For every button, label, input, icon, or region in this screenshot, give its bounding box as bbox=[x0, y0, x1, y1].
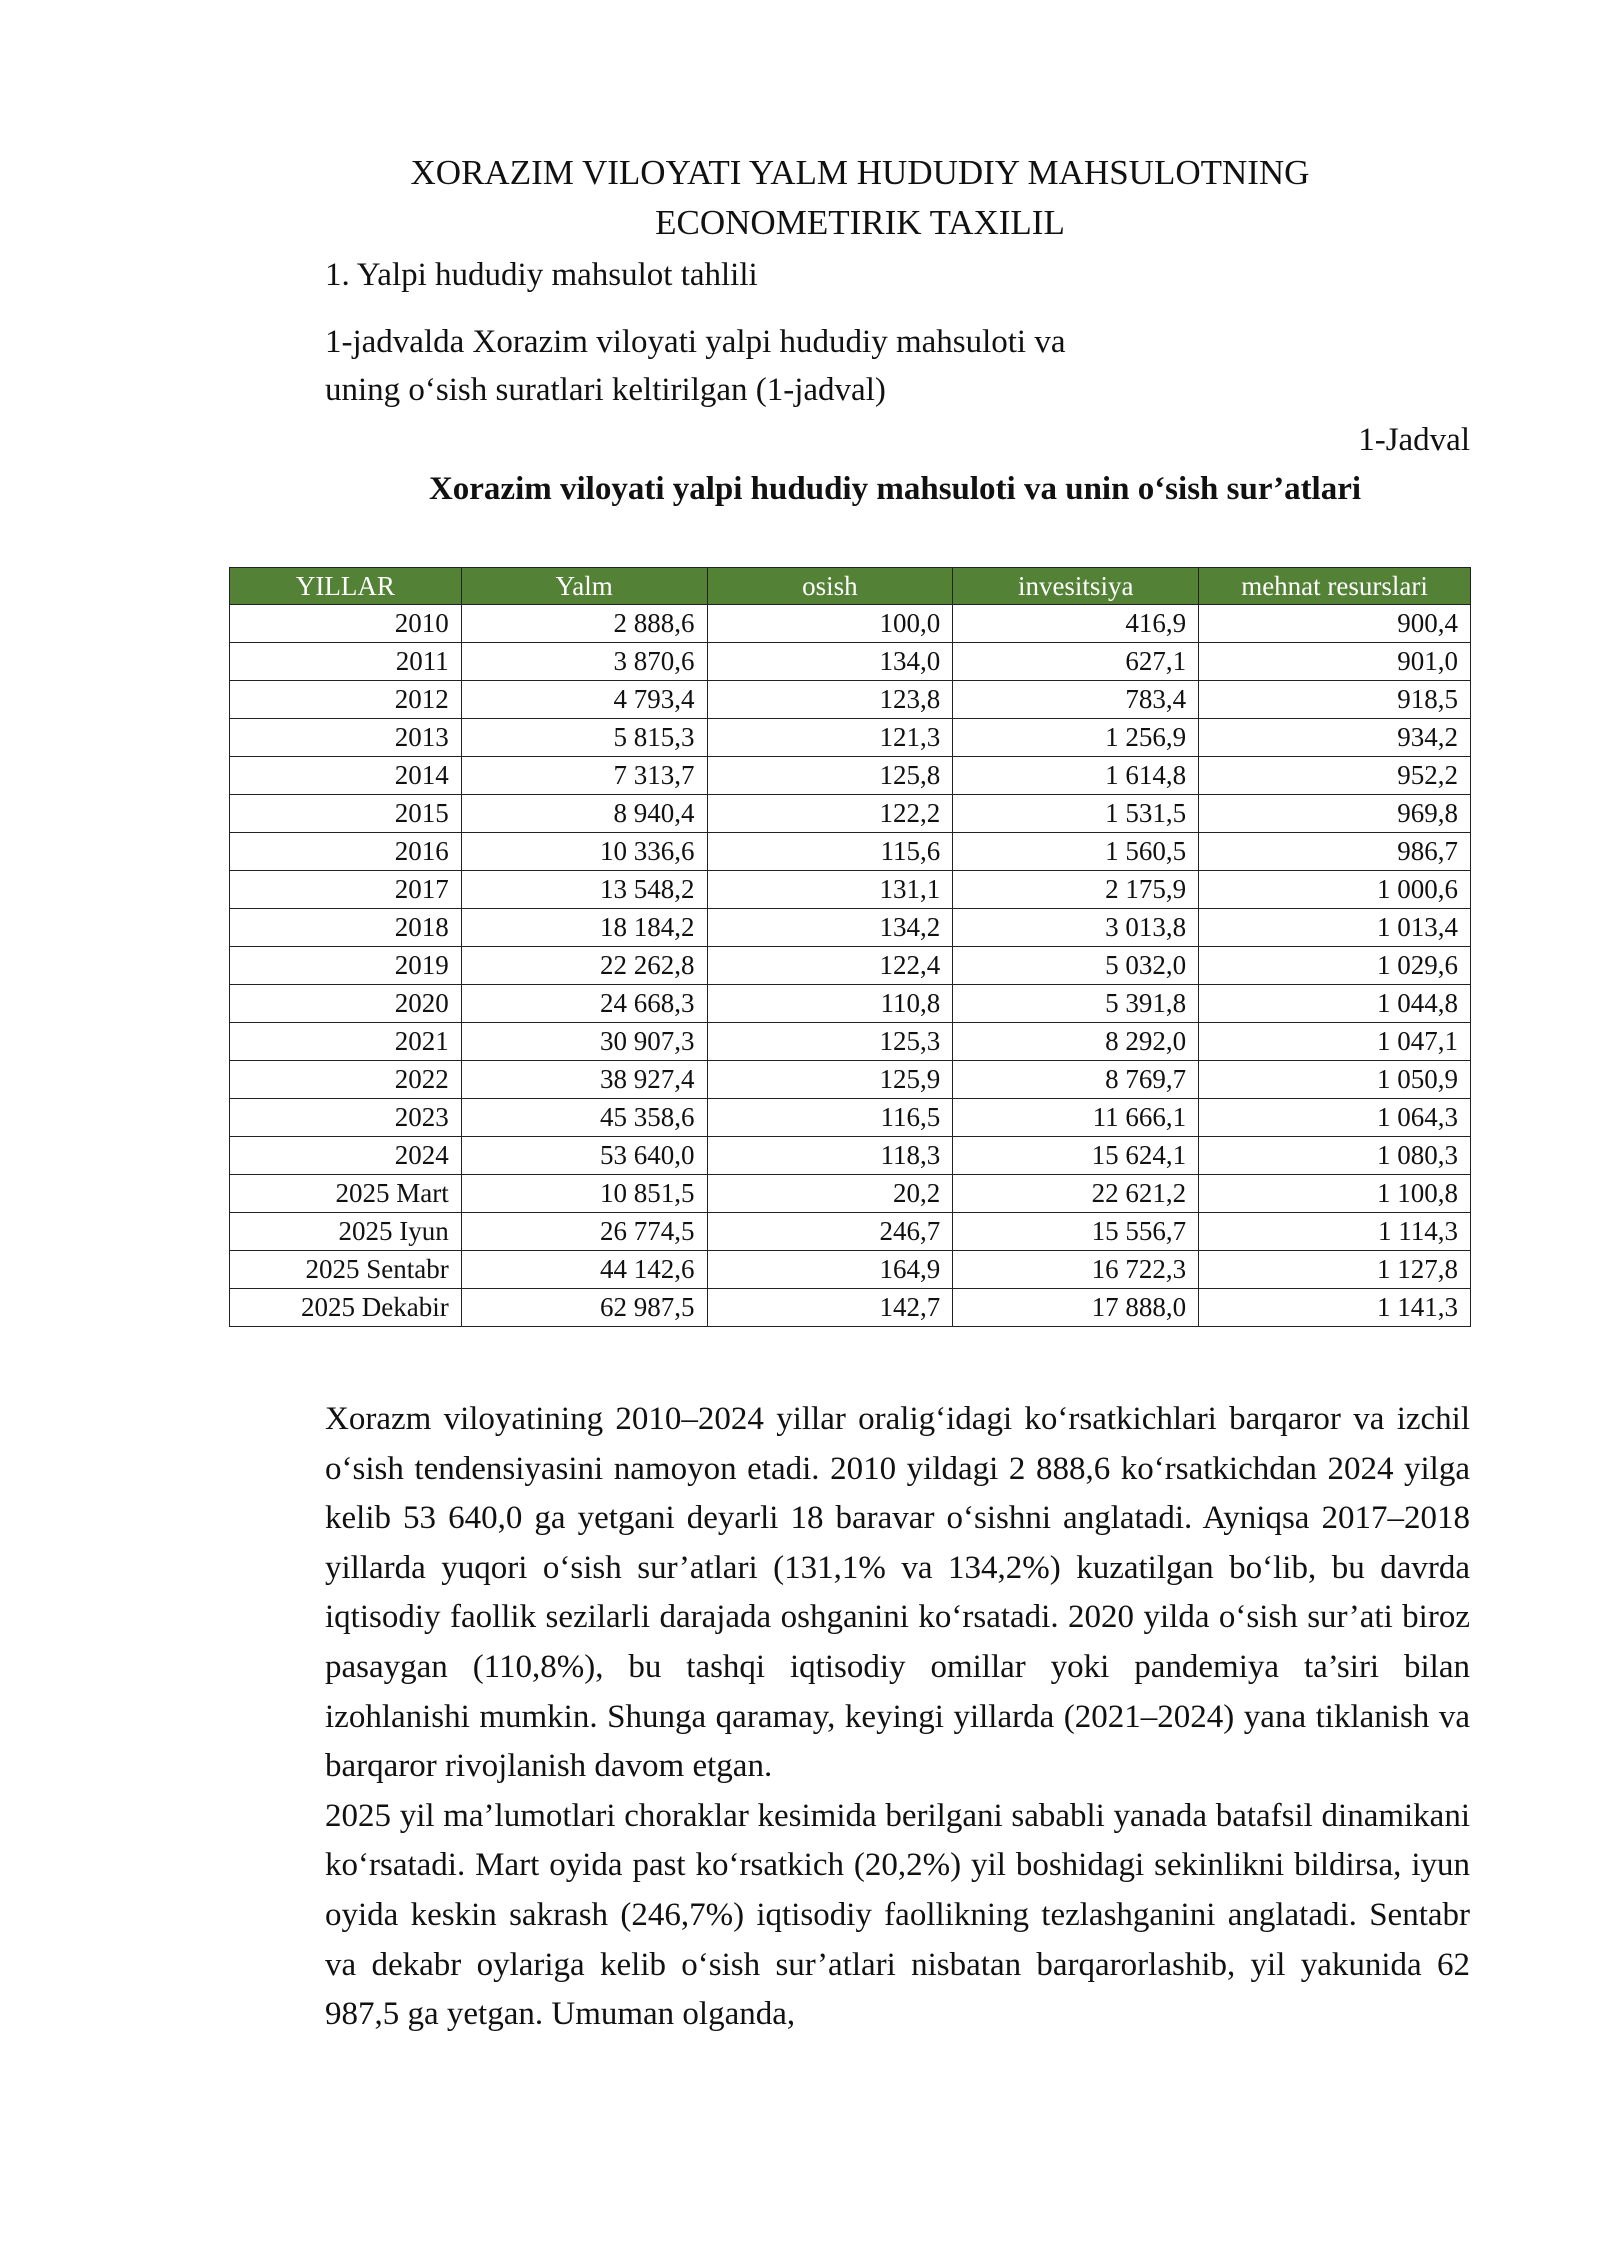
table-cell: 116,5 bbox=[707, 1099, 953, 1137]
intro-line-2: uning o‘sish suratlari keltirilgan (1-jadval) bbox=[325, 372, 886, 408]
table-cell: 134,2 bbox=[707, 909, 953, 947]
table-row bbox=[230, 795, 1471, 833]
table-row bbox=[230, 985, 1471, 1023]
column-header: YILLAR bbox=[230, 568, 462, 605]
table-cell: 62 987,5 bbox=[461, 1289, 707, 1327]
table-cell: 1 100,8 bbox=[1199, 1175, 1471, 1213]
table-cell: 2024 bbox=[230, 1137, 462, 1175]
table-cell: 4 793,4 bbox=[461, 681, 707, 719]
table-cell: 123,8 bbox=[707, 681, 953, 719]
table-cell: 11 666,1 bbox=[953, 1099, 1199, 1137]
table-cell: 1 114,3 bbox=[1199, 1213, 1471, 1251]
table-cell: 2010 bbox=[230, 605, 462, 643]
table-cell: 1 127,8 bbox=[1199, 1251, 1471, 1289]
table-cell: 3 013,8 bbox=[953, 909, 1199, 947]
table-row bbox=[230, 681, 1471, 719]
table-row bbox=[230, 605, 1471, 643]
table-row bbox=[230, 1023, 1471, 1061]
table-cell: 2013 bbox=[230, 719, 462, 757]
analysis-text bbox=[325, 1395, 1470, 2040]
table-cell: 3 870,6 bbox=[461, 643, 707, 681]
table-cell: 22 621,2 bbox=[953, 1175, 1199, 1213]
document-title bbox=[320, 148, 1400, 248]
table-cell: 164,9 bbox=[707, 1251, 953, 1289]
table-cell: 2 888,6 bbox=[461, 605, 707, 643]
table-number-label: 1-Jadval bbox=[1358, 422, 1470, 458]
table-row bbox=[230, 1061, 1471, 1099]
table-cell: 1 141,3 bbox=[1199, 1289, 1471, 1327]
table-cell: 2023 bbox=[230, 1099, 462, 1137]
table-row bbox=[230, 871, 1471, 909]
table-cell: 53 640,0 bbox=[461, 1137, 707, 1175]
table-cell: 416,9 bbox=[953, 605, 1199, 643]
table-cell: 118,3 bbox=[707, 1137, 953, 1175]
table-cell: 2016 bbox=[230, 833, 462, 871]
table-row bbox=[230, 1213, 1471, 1251]
table-row bbox=[230, 1137, 1471, 1175]
table-cell: 246,7 bbox=[707, 1213, 953, 1251]
table-cell: 115,6 bbox=[707, 833, 953, 871]
table-cell: 1 013,4 bbox=[1199, 909, 1471, 947]
table-cell: 125,9 bbox=[707, 1061, 953, 1099]
table-cell: 134,0 bbox=[707, 643, 953, 681]
table-row bbox=[230, 757, 1471, 795]
table-body bbox=[230, 605, 1471, 1327]
table-cell: 1 560,5 bbox=[953, 833, 1199, 871]
table-cell: 1 000,6 bbox=[1199, 871, 1471, 909]
table-cell: 2015 bbox=[230, 795, 462, 833]
table-cell: 2025 Sentabr bbox=[230, 1251, 462, 1289]
table-cell: 122,4 bbox=[707, 947, 953, 985]
table-cell: 26 774,5 bbox=[461, 1213, 707, 1251]
column-header: invesitsiya bbox=[953, 568, 1199, 605]
table-cell: 44 142,6 bbox=[461, 1251, 707, 1289]
paragraph-2: 2025 yil ma’lumotlari choraklar kesimida berilgani sababli yanada batafsil dinamikani ko‘rsatadi. Mart oyida past ko‘rsatkich (20,2%) yil boshidagi sekinlikni bildirsa, iyun oyida keskin sakrash (246,7%) iqtisodiy faollikning tezlashganini anglatadi. Sentabr va dekabr oylariga kelib o‘sish sur’atlari nisbatan barqarorlashib, yil yakunida 62 987,5 ga yetgan. Umuman olganda, bbox=[325, 1797, 1470, 2033]
table-cell: 15 624,1 bbox=[953, 1137, 1199, 1175]
table-cell: 131,1 bbox=[707, 871, 953, 909]
table-cell: 7 313,7 bbox=[461, 757, 707, 795]
table-cell: 16 722,3 bbox=[953, 1251, 1199, 1289]
table-cell: 142,7 bbox=[707, 1289, 953, 1327]
table-cell: 38 927,4 bbox=[461, 1061, 707, 1099]
table-cell: 627,1 bbox=[953, 643, 1199, 681]
title-line-2: ECONOMETIRIK TAXILIL bbox=[655, 203, 1065, 242]
table-row bbox=[230, 909, 1471, 947]
table-cell: 1 029,6 bbox=[1199, 947, 1471, 985]
table-cell: 2020 bbox=[230, 985, 462, 1023]
table-cell: 8 292,0 bbox=[953, 1023, 1199, 1061]
table-cell: 1 531,5 bbox=[953, 795, 1199, 833]
table-cell: 122,2 bbox=[707, 795, 953, 833]
table-cell: 2025 Mart bbox=[230, 1175, 462, 1213]
title-line-1: XORAZIM VILOYATI YALM HUDUDIY MAHSULOTNING bbox=[410, 153, 1310, 192]
table-row bbox=[230, 1251, 1471, 1289]
table-cell: 121,3 bbox=[707, 719, 953, 757]
table-cell: 13 548,2 bbox=[461, 871, 707, 909]
table-cell: 2012 bbox=[230, 681, 462, 719]
table-cell: 30 907,3 bbox=[461, 1023, 707, 1061]
table-cell: 2011 bbox=[230, 643, 462, 681]
column-header: Yalm bbox=[461, 568, 707, 605]
table-row bbox=[230, 1175, 1471, 1213]
table-cell: 918,5 bbox=[1199, 681, 1471, 719]
table-cell: 5 391,8 bbox=[953, 985, 1199, 1023]
intro-paragraph bbox=[325, 318, 1225, 414]
table-cell: 986,7 bbox=[1199, 833, 1471, 871]
table-cell: 900,4 bbox=[1199, 605, 1471, 643]
table-cell: 45 358,6 bbox=[461, 1099, 707, 1137]
intro-line-1: 1-jadvalda Xorazim viloyati yalpi hududiy mahsuloti va bbox=[325, 324, 1066, 360]
table-cell: 20,2 bbox=[707, 1175, 953, 1213]
table-cell: 125,3 bbox=[707, 1023, 953, 1061]
table-cell: 8 769,7 bbox=[953, 1061, 1199, 1099]
table-row bbox=[230, 1289, 1471, 1327]
table-cell: 10 851,5 bbox=[461, 1175, 707, 1213]
table-cell: 901,0 bbox=[1199, 643, 1471, 681]
table-cell: 1 614,8 bbox=[953, 757, 1199, 795]
table-cell: 2 175,9 bbox=[953, 871, 1199, 909]
table-cell: 24 668,3 bbox=[461, 985, 707, 1023]
table-cell: 2022 bbox=[230, 1061, 462, 1099]
table-cell: 969,8 bbox=[1199, 795, 1471, 833]
table-cell: 17 888,0 bbox=[953, 1289, 1199, 1327]
table-row bbox=[230, 833, 1471, 871]
table-cell: 1 047,1 bbox=[1199, 1023, 1471, 1061]
table-cell: 2019 bbox=[230, 947, 462, 985]
column-header: mehnat resurslari bbox=[1199, 568, 1471, 605]
table-cell: 1 080,3 bbox=[1199, 1137, 1471, 1175]
table-cell: 125,8 bbox=[707, 757, 953, 795]
table-cell: 1 044,8 bbox=[1199, 985, 1471, 1023]
table-cell: 18 184,2 bbox=[461, 909, 707, 947]
table-cell: 1 256,9 bbox=[953, 719, 1199, 757]
table-cell: 2017 bbox=[230, 871, 462, 909]
table-caption: Xorazim viloyati yalpi hududiy mahsuloti va unin o‘sish sur’atlari bbox=[428, 471, 1362, 507]
table-row bbox=[230, 1099, 1471, 1137]
data-table bbox=[229, 567, 1471, 1327]
table-row bbox=[230, 947, 1471, 985]
paragraph-1: Xorazm viloyatining 2010–2024 yillar oralig‘idagi ko‘rsatkichlari barqaror va izchil o‘sish tendensiyasini namoyon etadi. 2010 yildagi 2 888,6 ko‘rsatkichdan 2024 yilga kelib 53 640,0 ga yetgani deyarli 18 baravar o‘sishni anglatadi. Ayniqsa 2017–2018 yillarda yuqori o‘sish sur’atlari (131,1% va 134,2%) kuzatilgan bo‘lib, bu davrda iqtisodiy faollik sezilarli darajada oshganini ko‘rsatadi. 2020 yilda o‘sish sur’ati biroz pasaygan (110,8%), bu tashqi iqtisodiy omillar yoki pandemiya ta’siri bilan izohlanishi mumkin. Shunga qaramay, keyingi yillarda (2021–2024) yana tiklanish va barqaror rivojlanish davom etgan. bbox=[325, 1401, 1470, 1785]
section-heading: 1. Yalpi hududiy mahsulot tahlili bbox=[325, 257, 758, 293]
table-cell: 110,8 bbox=[707, 985, 953, 1023]
table-cell: 934,2 bbox=[1199, 719, 1471, 757]
table-cell: 1 050,9 bbox=[1199, 1061, 1471, 1099]
table-cell: 10 336,6 bbox=[461, 833, 707, 871]
table-cell: 15 556,7 bbox=[953, 1213, 1199, 1251]
table-cell: 100,0 bbox=[707, 605, 953, 643]
table-cell: 1 064,3 bbox=[1199, 1099, 1471, 1137]
table-header-row bbox=[230, 568, 1471, 605]
table-cell: 5 815,3 bbox=[461, 719, 707, 757]
table-cell: 2025 Dekabir bbox=[230, 1289, 462, 1327]
table-cell: 952,2 bbox=[1199, 757, 1471, 795]
column-header: osish bbox=[707, 568, 953, 605]
table-cell: 2018 bbox=[230, 909, 462, 947]
table-cell: 5 032,0 bbox=[953, 947, 1199, 985]
table-cell: 22 262,8 bbox=[461, 947, 707, 985]
table-cell: 783,4 bbox=[953, 681, 1199, 719]
table-cell: 8 940,4 bbox=[461, 795, 707, 833]
table-row bbox=[230, 719, 1471, 757]
table-cell: 2014 bbox=[230, 757, 462, 795]
table-cell: 2021 bbox=[230, 1023, 462, 1061]
table-row bbox=[230, 643, 1471, 681]
table-cell: 2025 Iyun bbox=[230, 1213, 462, 1251]
